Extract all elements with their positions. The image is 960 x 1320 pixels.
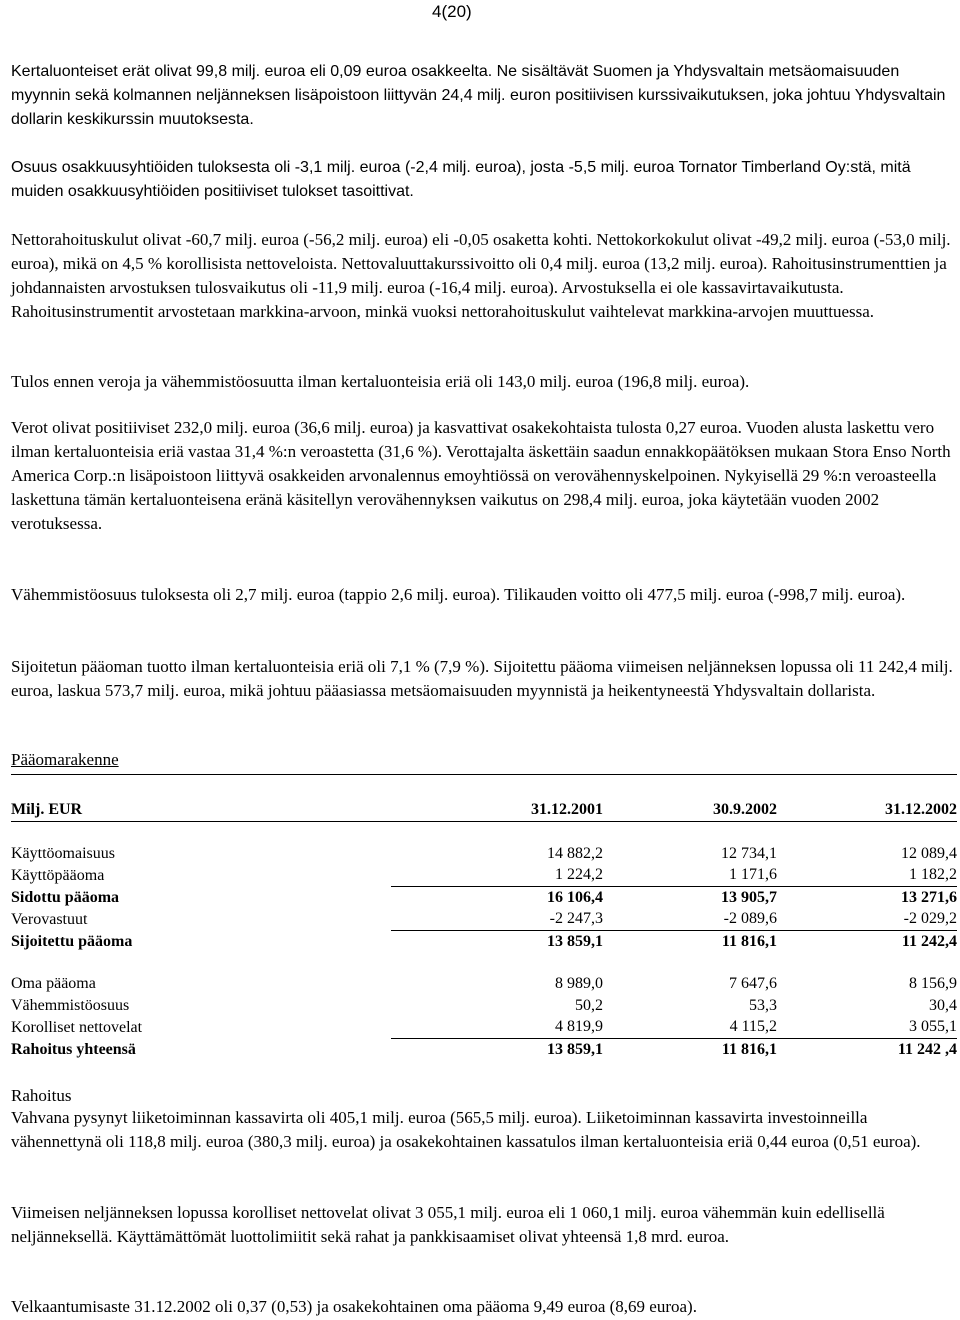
- cell-value: 1 182,2: [777, 864, 957, 886]
- financing-heading: Rahoitus: [11, 1086, 72, 1105]
- row-label: Rahoitus yhteensä: [11, 1040, 136, 1058]
- paragraph-debt-equity: Velkaantumisaste 31.12.2002 oli 0,37 (0,53) ja osakekohtainen oma pääoma 9,49 euroa (8,69 euroa).: [11, 1297, 697, 1316]
- column-header: 31.12.2001: [391, 799, 603, 821]
- table-row: [11, 843, 957, 865]
- cell-value: 11 816,1: [721, 932, 777, 950]
- row-label: Käyttöpääoma: [11, 866, 105, 884]
- capital-structure-table: [11, 799, 957, 1060]
- paragraph-minority-interest: Vähemmistöosuus tuloksesta oli 2,7 milj. euroa (tappio 2,6 milj. euroa). Tilikauden voitto oli 477,5 milj. euroa (-998,7 milj. euroa).: [11, 585, 906, 604]
- column-header: Milj. EUR: [11, 799, 391, 821]
- paragraph-cash-flow: Vahvana pysynyt liiketoiminnan kassavirta oli 405,1 milj. euroa (565,5 milj. euroa). Liiketoiminnan kassavirta investoinneilla vähennettynä oli 118,8 milj. euroa (380,3 milj. euroa) ja osakekohtainen kassatulos ilman kertaluonteisia eriä 0,44 euroa (0,51 euroa).: [11, 1108, 921, 1151]
- table-row: [11, 908, 957, 930]
- row-label: Käyttöomaisuus: [11, 844, 115, 862]
- table-row: [11, 930, 957, 952]
- row-label: Korolliset nettovelat: [11, 1018, 143, 1036]
- table-row: [11, 864, 957, 886]
- divider-line: [11, 774, 957, 775]
- row-label: Verovastuut: [11, 910, 88, 928]
- cell-value: 11 242,4: [901, 932, 957, 950]
- cell-value: -2 029,2: [777, 908, 957, 930]
- cell-value: 8 156,9: [909, 975, 957, 993]
- table-row: [11, 1038, 957, 1060]
- table-row: [11, 973, 957, 995]
- paragraph-taxes: Verot olivat positiiviset 232,0 milj. euroa (36,6 milj. euroa) ja kasvattivat osakekohtaista tulosta 0,27 euroa. Vuoden alusta laskettu vero ilman kertaluonteisia eriä vastaa 31,4 %:n veroastetta (31,6 %). Verottajalta äskettäin saadun ennakkopäätöksen mukaan Stora Enso North America Corp.:n lisäpoistoon liittyvä osakkeiden arvonalennus emoyhtiössä on verovähennyskelpoinen. Nykyisellä 29 %:n veroasteella laskettuna tämän kertaluonteisena eränä käsitellyn verovähennyksen vaikutus on 298,4 milj. euroa, joka käytetään vuoden 2002 verotuksessa.: [11, 418, 951, 533]
- cell-value: 53,3: [749, 996, 777, 1014]
- cell-value: -2 089,6: [603, 908, 777, 930]
- cell-value: 30,4: [929, 996, 957, 1014]
- table-row: [11, 886, 957, 908]
- cell-value: 8 989,0: [555, 975, 603, 993]
- cell-value: 1 171,6: [603, 864, 777, 886]
- paragraph-nonrecurring-items: Kertaluonteiset erät olivat 99,8 milj. euroa eli 0,09 euroa osakkeelta. Ne sisältävät Suomen ja Yhdysvaltain metsäomaisuuden myynnin sekä kolmannen neljänneksen lisäpoistoon liittyvän 24,4 milj. euron positiivisen kurssivaikutuksen, joka johtuu Yhdysvaltain dollarin keskikurssin muutoksesta.: [11, 63, 946, 128]
- cell-value: 14 882,2: [547, 844, 603, 862]
- cell-value: 4 819,9: [391, 1016, 603, 1038]
- table-row: [11, 995, 957, 1017]
- paragraph-net-debt: Viimeisen neljänneksen lopussa korolliset nettovelat olivat 3 055,1 milj. euroa eli 1 060,1 milj. euroa vähemmän kuin edellisellä neljänneksellä. Käyttämättömät luottolimiitit sekä rahat ja pankkisaamiset olivat yhteensä 1,8 mrd. euroa.: [11, 1203, 885, 1246]
- cell-value: 11 816,1: [721, 1040, 777, 1058]
- paragraph-associated-companies: Osuus osakkuusyhtiöiden tuloksesta oli -3,1 milj. euroa (-2,4 milj. euroa), josta -5,5 milj. euroa Tornator Timberland Oy:stä, mitä muiden osakkuusyhtiöiden positiiviset tulokset tasoittivat.: [11, 159, 911, 200]
- cell-value: -2 247,3: [391, 908, 603, 930]
- table-header-row: [11, 799, 957, 821]
- cell-value: 3 055,1: [777, 1016, 957, 1038]
- cell-value: 12 089,4: [901, 844, 957, 862]
- table-row: [11, 1016, 957, 1038]
- cell-value: 13 905,7: [721, 888, 777, 906]
- cell-value: 16 106,4: [547, 888, 603, 906]
- cell-value: 12 734,1: [721, 844, 777, 862]
- row-label: Vähemmistöosuus: [11, 996, 130, 1014]
- column-header: 30.9.2002: [603, 799, 777, 821]
- cell-value: 13 271,6: [901, 888, 957, 906]
- cell-value: 13 859,1: [547, 1040, 603, 1058]
- cell-value: 1 224,2: [391, 864, 603, 886]
- page-number: 4(20): [432, 2, 472, 21]
- cell-value: 13 859,1: [547, 932, 603, 950]
- capital-structure-heading: Pääomarakenne: [11, 750, 119, 769]
- row-label: Sidottu pääoma: [11, 888, 120, 906]
- column-header: 31.12.2002: [777, 799, 957, 821]
- paragraph-profit-before-taxes: Tulos ennen veroja ja vähemmistöosuutta ilman kertaluonteisia eriä oli 143,0 milj. euroa (196,8 milj. euroa).: [11, 372, 750, 391]
- cell-value: 50,2: [575, 996, 603, 1014]
- paragraph-net-financing: Nettorahoituskulut olivat -60,7 milj. euroa (-56,2 milj. euroa) eli -0,05 osaketta kohti. Nettokorkokulut olivat -49,2 milj. euroa (-53,0 milj. euroa), mikä on 4,5 % korollisista nettoveloista. Nettovaluuttakurssivoitto oli 0,4 milj. euroa (13,2 milj. euroa). Rahoitusinstrumenttien ja johdannaisten arvostuksen tulosvaikutus oli -11,9 milj. euroa (-16,4 milj. euroa). Arvostuksella ei ole kassavirtavaikutusta. Rahoitusinstrumentit arvostetaan markkina-arvoon, minkä vuoksi nettorahoituskulut vaihtelevat markkina-arvojen muuttuessa.: [11, 230, 951, 321]
- cell-value: 4 115,2: [603, 1016, 777, 1038]
- cell-value: 11 242 ,4: [897, 1040, 957, 1058]
- row-label: Sijoitettu pääoma: [11, 932, 133, 950]
- cell-value: 7 647,6: [729, 975, 777, 993]
- row-label: Oma pääoma: [11, 975, 96, 993]
- paragraph-return-on-capital: Sijoitetun pääoman tuotto ilman kertaluonteisia eriä oli 7,1 % (7,9 %). Sijoitettu pääoma viimeisen neljänneksen lopussa oli 11 242,4 milj. euroa, laskua 573,7 milj. euroa, mikä johtuu pääasiassa metsäomaisuuden myynnistä ja heikentyneestä Yhdysvaltain dollarista.: [11, 657, 953, 700]
